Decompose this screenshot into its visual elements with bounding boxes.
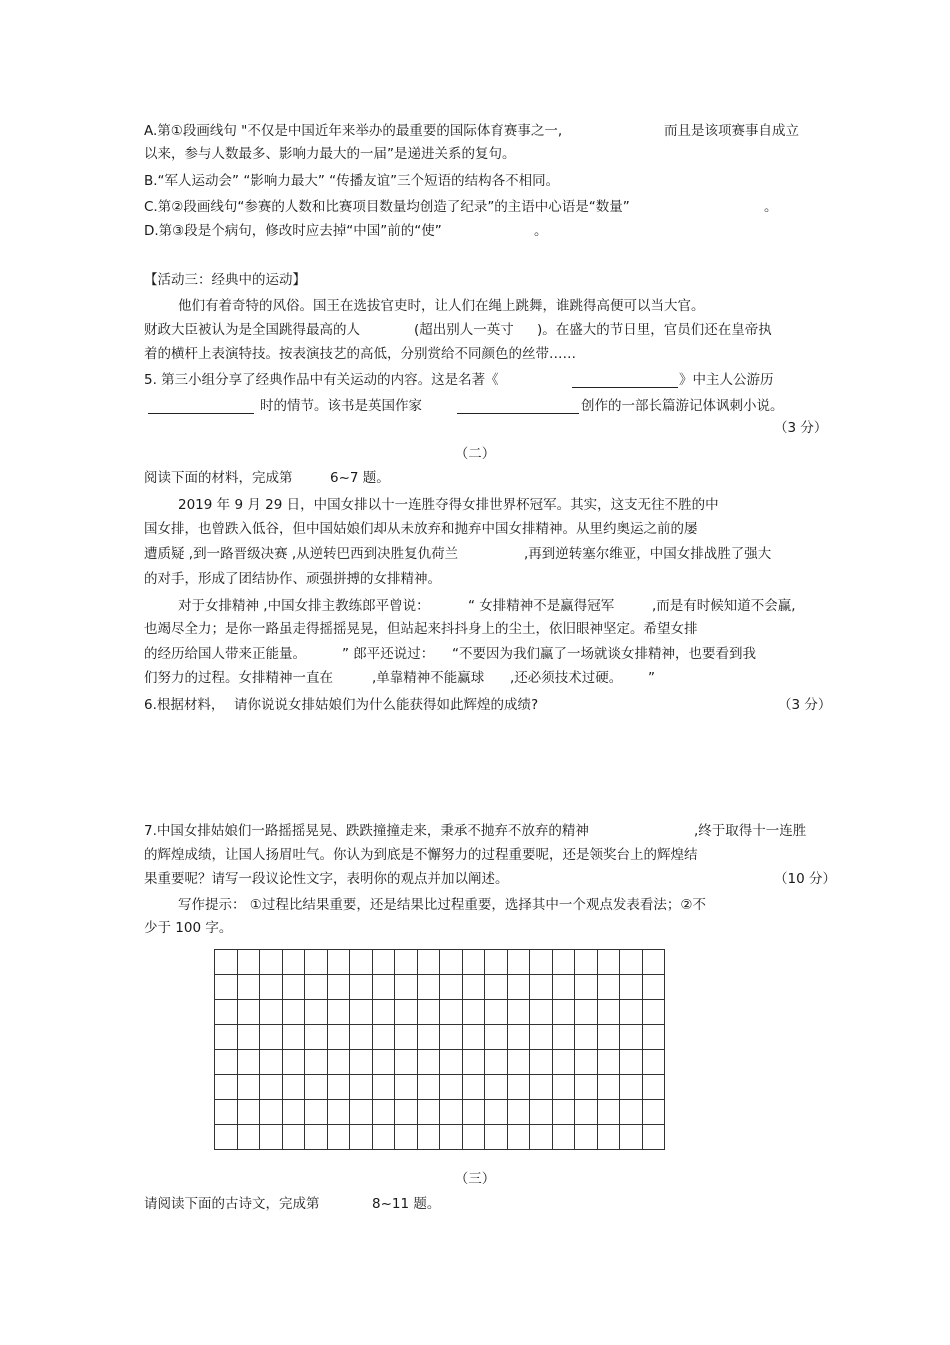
question-7-line-3: 果重要呢？请写一段议论性文字，表明你的观点并加以阐述。 [144, 871, 509, 887]
section-3-title: （三） [454, 1171, 496, 1187]
grid-cell[interactable] [485, 950, 508, 975]
passage-para-1-line-2: 国女排，也曾跌入低谷，但中国姑娘们却从未放弃和抛弃中国女排精神。从里约奥运之前的屡 [144, 521, 698, 537]
grid-cell[interactable] [643, 1000, 666, 1025]
section-3-intro-b: 8~11 题。 [372, 1196, 441, 1212]
question-6-text: 请你说说女排姑娘们为什么能获得如此辉煌的成绩? [234, 697, 539, 713]
grid-cell[interactable] [553, 1100, 576, 1125]
grid-cell[interactable] [620, 1075, 643, 1100]
grid-cell[interactable] [485, 975, 508, 1000]
activity3-para-3: 着的横杆上表演特技。按表演技艺的高低，分别赏给不同颜色的丝带…… [144, 346, 576, 362]
grid-cell[interactable] [418, 1050, 441, 1075]
grid-cell[interactable] [305, 950, 328, 975]
grid-cell[interactable] [575, 1125, 598, 1150]
grid-cell[interactable] [350, 1075, 373, 1100]
place-blank[interactable] [148, 399, 254, 414]
grid-cell[interactable] [350, 1050, 373, 1075]
option-b: B.“军人运动会” “影响力最大” “传播友谊”三个短语的结构各不相同。 [144, 173, 560, 189]
grid-cell[interactable] [598, 950, 621, 975]
section-2-intro-b: 6~7 题。 [330, 470, 390, 486]
grid-cell[interactable] [215, 975, 238, 1000]
grid-cell[interactable] [283, 1125, 306, 1150]
grid-cell[interactable] [598, 1050, 621, 1075]
grid-cell[interactable] [440, 1125, 463, 1150]
grid-cell[interactable] [463, 1050, 486, 1075]
grid-cell[interactable] [598, 1075, 621, 1100]
grid-cell[interactable] [395, 975, 418, 1000]
question-5-line-1 [144, 371, 774, 389]
grid-cell[interactable] [305, 1050, 328, 1075]
passage-para-2-line-3c: “不要因为我们赢了一场就谈女排精神，也要看到我 [452, 646, 756, 662]
grid-cell[interactable] [620, 1100, 643, 1125]
question-5-score: （3 分） [774, 420, 828, 436]
grid-cell[interactable] [598, 1025, 621, 1050]
grid-cell[interactable] [328, 1075, 351, 1100]
grid-cell[interactable] [530, 1025, 553, 1050]
grid-cell[interactable] [373, 1100, 396, 1125]
grid-cell[interactable] [238, 1125, 261, 1150]
writing-tip-line-1: 写作提示： ①过程比结果重要，还是结果比过程重要，选择其中一个观点发表看法；②不 [178, 897, 706, 913]
grid-cell[interactable] [215, 1025, 238, 1050]
author-blank[interactable] [457, 399, 579, 414]
passage-para-2-line-4c: ,还必须技术过硬。 [510, 670, 623, 686]
grid-cell[interactable] [598, 1100, 621, 1125]
grid-cell[interactable] [350, 1125, 373, 1150]
activity3-para-2b: (超出别人一英寸 [414, 322, 514, 338]
grid-cell[interactable] [215, 1000, 238, 1025]
grid-cell[interactable] [350, 950, 373, 975]
grid-cell[interactable] [328, 1125, 351, 1150]
grid-cell[interactable] [598, 975, 621, 1000]
grid-cell[interactable] [395, 950, 418, 975]
grid-cell[interactable] [463, 950, 486, 975]
passage-para-1-line-3a: 遭质疑 ,到一路晋级决赛 ,从逆转巴西到决胜复仇荷兰 [144, 546, 459, 562]
grid-cell[interactable] [508, 1000, 531, 1025]
grid-cell[interactable] [440, 975, 463, 1000]
grid-cell[interactable] [350, 1025, 373, 1050]
grid-cell[interactable] [485, 1075, 508, 1100]
grid-cell[interactable] [440, 950, 463, 975]
passage-para-2-line-2: 也竭尽全力；是你一路虽走得摇摇晃晃，但站起来抖抖身上的尘土，依旧眼神坚定。希望女排 [144, 621, 698, 637]
passage-para-2-line-3b: ” 郎平还说过： [342, 646, 435, 662]
grid-cell[interactable] [575, 1000, 598, 1025]
grid-cell[interactable] [328, 1050, 351, 1075]
section-2-intro [144, 469, 390, 487]
grid-cell[interactable] [260, 975, 283, 1000]
grid-cell[interactable] [395, 1125, 418, 1150]
question-7-text-1b: ,终于取得十一连胜 [694, 823, 807, 839]
grid-cell[interactable] [575, 950, 598, 975]
grid-cell[interactable] [373, 1075, 396, 1100]
grid-cell[interactable] [305, 1125, 328, 1150]
grid-cell[interactable] [350, 1000, 373, 1025]
passage-para-2-line-4d: ” [648, 670, 655, 686]
grid-cell[interactable] [643, 1075, 666, 1100]
grid-cell[interactable] [508, 1125, 531, 1150]
grid-cell[interactable] [283, 1075, 306, 1100]
section-3-intro [144, 1195, 441, 1213]
grid-cell[interactable] [395, 1050, 418, 1075]
grid-cell[interactable] [328, 975, 351, 1000]
grid-cell[interactable] [373, 950, 396, 975]
grid-cell[interactable] [373, 1000, 396, 1025]
passage-para-1-line-3b: ,再到逆转塞尔维亚，中国女排战胜了强大 [524, 546, 772, 562]
grid-cell[interactable] [530, 950, 553, 975]
grid-cell[interactable] [508, 1050, 531, 1075]
section-2-intro-a: 阅读下面的材料，完成第 [144, 470, 293, 486]
grid-cell[interactable] [418, 950, 441, 975]
grid-cell[interactable] [485, 1000, 508, 1025]
grid-cell[interactable] [328, 950, 351, 975]
grid-cell[interactable] [283, 1025, 306, 1050]
grid-cell[interactable] [215, 1125, 238, 1150]
question-7-line-1 [144, 822, 807, 840]
activity3-para-2c: )。在盛大的节日里，官员们还在皇帝执 [537, 322, 772, 338]
grid-cell[interactable] [620, 950, 643, 975]
option-c-end: 。 [764, 199, 778, 215]
option-a-text-cont: 而且是该项赛事自成立 [664, 123, 799, 139]
grid-cell[interactable] [463, 1075, 486, 1100]
grid-cell[interactable] [260, 1050, 283, 1075]
grid-cell[interactable] [530, 1100, 553, 1125]
grid-cell[interactable] [598, 1125, 621, 1150]
grid-cell[interactable] [260, 1075, 283, 1100]
grid-cell[interactable] [553, 975, 576, 1000]
grid-cell[interactable] [575, 1025, 598, 1050]
question-7-text-1a: 7.中国女排姑娘们一路摇摇晃晃、跌跌撞撞走来，秉承不抛弃不放弃的精神 [144, 823, 589, 839]
grid-cell[interactable] [440, 1075, 463, 1100]
grid-cell[interactable] [620, 975, 643, 1000]
grid-cell[interactable] [553, 1050, 576, 1075]
grid-cell[interactable] [373, 975, 396, 1000]
grid-cell[interactable] [440, 1025, 463, 1050]
grid-cell[interactable] [530, 1075, 553, 1100]
grid-cell[interactable] [418, 1000, 441, 1025]
grid-cell[interactable] [643, 1050, 666, 1075]
passage-para-2-line-3 [144, 645, 756, 663]
question-5-text-3: 时的情节。该书是英国作家 [260, 398, 422, 414]
grid-cell[interactable] [530, 1000, 553, 1025]
grid-cell[interactable] [215, 1050, 238, 1075]
passage-para-2-line-4b: ,单靠精神不能赢球 [372, 670, 485, 686]
grid-cell[interactable] [643, 950, 666, 975]
grid-cell[interactable] [418, 975, 441, 1000]
grid-cell[interactable] [260, 1100, 283, 1125]
passage-para-2-line-1b: “ 女排精神不是赢得冠军 [468, 598, 615, 614]
grid-cell[interactable] [508, 1025, 531, 1050]
activity3-para-1: 他们有着奇特的风俗。国王在选拔官吏时，让人们在绳上跳舞，谁跳得高便可以当大官。 [178, 298, 705, 314]
grid-cell[interactable] [553, 1125, 576, 1150]
grid-cell[interactable] [238, 1025, 261, 1050]
grid-cell[interactable] [508, 975, 531, 1000]
grid-cell[interactable] [553, 1000, 576, 1025]
grid-cell[interactable] [463, 1100, 486, 1125]
grid-cell[interactable] [440, 1100, 463, 1125]
activity3-heading: 【活动三：经典中的运动】 [144, 272, 306, 288]
grid-cell[interactable] [283, 950, 306, 975]
grid-cell[interactable] [575, 1050, 598, 1075]
grid-cell[interactable] [643, 1125, 666, 1150]
grid-cell[interactable] [395, 1075, 418, 1100]
passage-para-2-line-1a: 对于女排精神 ,中国女排主教练郎平曾说： [178, 598, 430, 614]
option-c [144, 198, 778, 216]
grid-cell[interactable] [238, 1100, 261, 1125]
passage-para-1-line-4: 的对手，形成了团结协作、顽强拼搏的女排精神。 [144, 571, 441, 587]
grid-cell[interactable] [215, 1100, 238, 1125]
option-a-line-2: 以来，参与人数最多、影响力最大的一届”是递进关系的复句。 [144, 146, 516, 162]
passage-para-2-line-4 [144, 669, 655, 687]
book-title-blank[interactable] [572, 373, 678, 388]
grid-cell[interactable] [485, 1100, 508, 1125]
grid-cell[interactable] [418, 1025, 441, 1050]
grid-cell[interactable] [238, 1050, 261, 1075]
grid-cell[interactable] [305, 1100, 328, 1125]
grid-cell[interactable] [463, 1125, 486, 1150]
grid-cell[interactable] [373, 1050, 396, 1075]
option-d [144, 222, 548, 240]
grid-cell[interactable] [238, 950, 261, 975]
question-6 [144, 696, 539, 714]
grid-cell[interactable] [418, 1075, 441, 1100]
grid-cell[interactable] [530, 975, 553, 1000]
grid-cell[interactable] [215, 1075, 238, 1100]
grid-cell[interactable] [643, 1100, 666, 1125]
grid-cell[interactable] [440, 1000, 463, 1025]
grid-cell[interactable] [643, 1025, 666, 1050]
option-c-text: C.第②段画线句“参赛的人数和比赛项目数量均创造了纪录”的主语中心语是“数量” [144, 199, 630, 215]
grid-cell[interactable] [305, 1000, 328, 1025]
grid-cell[interactable] [620, 1125, 643, 1150]
grid-cell[interactable] [620, 1050, 643, 1075]
grid-cell[interactable] [260, 1025, 283, 1050]
option-d-end: 。 [534, 223, 548, 239]
grid-cell[interactable] [553, 1025, 576, 1050]
question-5-text-4: 创作的一部长篇游记体讽刺小说。 [581, 398, 784, 414]
passage-para-1-line-1: 2019 年 9 月 29 日，中国女排以十一连胜夺得女排世界杯冠军。其实，这支无往不胜的中 [178, 497, 719, 513]
option-a-line-1 [144, 122, 799, 140]
grid-cell[interactable] [463, 1000, 486, 1025]
grid-cell[interactable] [418, 1125, 441, 1150]
grid-cell[interactable] [328, 1000, 351, 1025]
grid-cell[interactable] [350, 975, 373, 1000]
grid-cell[interactable] [395, 1025, 418, 1050]
writing-grid[interactable] [214, 949, 665, 1150]
section-2-title: （二） [454, 446, 496, 462]
grid-cell[interactable] [260, 1125, 283, 1150]
grid-cell[interactable] [485, 1050, 508, 1075]
grid-cell[interactable] [575, 1075, 598, 1100]
question-7-line-2: 的辉煌成绩，让国人扬眉吐气。你认为到底是不懈努力的过程重要呢，还是领奖台上的辉煌结 [144, 847, 698, 863]
grid-cell[interactable] [508, 1075, 531, 1100]
grid-cell[interactable] [283, 1000, 306, 1025]
grid-cell[interactable] [598, 1000, 621, 1025]
grid-cell[interactable] [620, 1025, 643, 1050]
passage-para-2-line-4a: 们努力的过程。女排精神一直在 [144, 670, 333, 686]
passage-para-1-line-3 [144, 545, 772, 563]
grid-cell[interactable] [530, 1050, 553, 1075]
grid-cell[interactable] [260, 950, 283, 975]
grid-cell[interactable] [395, 1100, 418, 1125]
grid-cell[interactable] [440, 1050, 463, 1075]
grid-cell[interactable] [463, 1025, 486, 1050]
grid-cell[interactable] [305, 1075, 328, 1100]
section-3-intro-a: 请阅读下面的古诗文，完成第 [144, 1196, 320, 1212]
question-6-score: （3 分） [778, 697, 832, 713]
grid-cell[interactable] [575, 975, 598, 1000]
question-5-text-2: 》中主人公游历 [679, 372, 774, 388]
grid-cell[interactable] [485, 1125, 508, 1150]
grid-cell[interactable] [553, 1075, 576, 1100]
grid-cell[interactable] [530, 1125, 553, 1150]
grid-cell[interactable] [395, 1000, 418, 1025]
passage-para-2-line-3a: 的经历给国人带来正能量。 [144, 646, 306, 662]
grid-cell[interactable] [328, 1100, 351, 1125]
grid-cell[interactable] [305, 1025, 328, 1050]
grid-cell[interactable] [305, 975, 328, 1000]
grid-cell[interactable] [553, 950, 576, 975]
grid-cell[interactable] [643, 975, 666, 1000]
grid-cell[interactable] [283, 1050, 306, 1075]
grid-cell[interactable] [373, 1125, 396, 1150]
option-a-text: A.第①段画线句 "不仅是中国近年来举办的最重要的国际体育赛事之一, [144, 123, 563, 139]
grid-cell[interactable] [508, 950, 531, 975]
grid-cell[interactable] [575, 1100, 598, 1125]
grid-cell[interactable] [238, 1000, 261, 1025]
grid-cell[interactable] [485, 1025, 508, 1050]
grid-cell[interactable] [238, 975, 261, 1000]
question-5-text: 5. 第三小组分享了经典作品中有关运动的内容。这是名著《 [144, 372, 499, 388]
grid-cell[interactable] [350, 1100, 373, 1125]
activity3-para-2a: 财政大臣被认为是全国跳得最高的人 [144, 322, 360, 338]
option-d-text: D.第③段是个病句，修改时应去掉“中国”前的“使” [144, 223, 442, 239]
passage-para-2-line-1 [178, 597, 796, 615]
question-6-label: 6.根据材料， [144, 697, 225, 713]
activity3-para-2 [144, 321, 772, 339]
grid-cell[interactable] [283, 1100, 306, 1125]
grid-cell[interactable] [508, 1100, 531, 1125]
passage-para-2-line-1c: ,而是有时候知道不会赢, [652, 598, 796, 614]
grid-cell[interactable] [215, 950, 238, 975]
grid-cell[interactable] [328, 1025, 351, 1050]
writing-tip-line-2: 少于 100 字。 [144, 920, 233, 936]
grid-cell[interactable] [373, 1025, 396, 1050]
grid-cell[interactable] [463, 975, 486, 1000]
question-7-score: （10 分） [774, 871, 836, 887]
grid-cell[interactable] [418, 1100, 441, 1125]
grid-cell[interactable] [620, 1000, 643, 1025]
grid-cell[interactable] [260, 1000, 283, 1025]
grid-cell[interactable] [238, 1075, 261, 1100]
grid-cell[interactable] [283, 975, 306, 1000]
